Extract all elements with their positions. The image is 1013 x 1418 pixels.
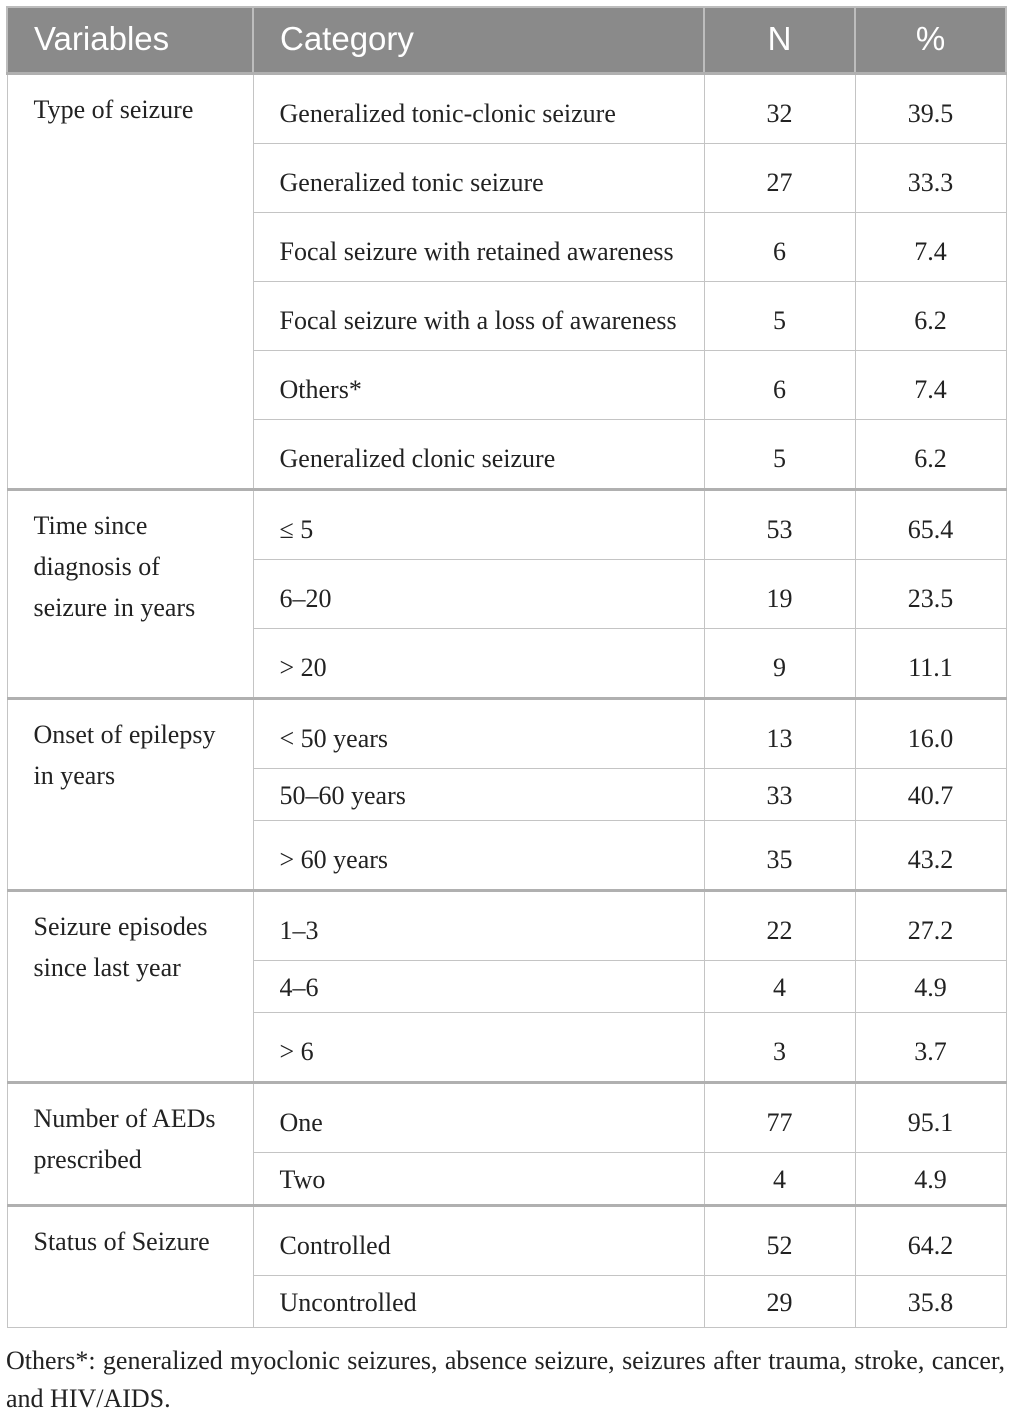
category-cell: Generalized tonic-clonic seizure (253, 74, 704, 144)
percent-cell: 6.2 (855, 282, 1006, 351)
n-cell: 9 (704, 629, 855, 699)
table-row (7, 74, 1006, 144)
percent-cell: 4.9 (855, 1153, 1006, 1206)
category-cell: Two (253, 1153, 704, 1206)
category-cell: Others* (253, 351, 704, 420)
n-cell: 27 (704, 144, 855, 213)
table-body (7, 74, 1006, 1328)
category-cell: > 6 (253, 1013, 704, 1083)
n-cell: 5 (704, 420, 855, 490)
table-row (7, 490, 1006, 560)
percent-cell: 65.4 (855, 490, 1006, 560)
category-cell: > 60 years (253, 821, 704, 891)
table-header-row (7, 7, 1006, 74)
n-cell: 22 (704, 891, 855, 961)
header-variables: Variables (7, 7, 253, 74)
percent-cell: 40.7 (855, 769, 1006, 821)
n-cell: 53 (704, 490, 855, 560)
n-cell: 5 (704, 282, 855, 351)
n-cell: 13 (704, 699, 855, 769)
category-cell: 6–20 (253, 560, 704, 629)
category-cell: Focal seizure with a loss of awareness (253, 282, 704, 351)
category-cell: Focal seizure with retained awareness (253, 213, 704, 282)
category-cell: Generalized tonic seizure (253, 144, 704, 213)
category-cell: 50–60 years (253, 769, 704, 821)
n-cell: 4 (704, 961, 855, 1013)
n-cell: 3 (704, 1013, 855, 1083)
percent-cell: 43.2 (855, 821, 1006, 891)
header-percent: % (855, 7, 1006, 74)
n-cell: 6 (704, 351, 855, 420)
category-cell: Controlled (253, 1206, 704, 1276)
percent-cell: 64.2 (855, 1206, 1006, 1276)
percent-cell: 3.7 (855, 1013, 1006, 1083)
n-cell: 6 (704, 213, 855, 282)
variable-cell: Time since diagnosis of seizure in years (7, 490, 253, 699)
percent-cell: 11.1 (855, 629, 1006, 699)
percent-cell: 7.4 (855, 351, 1006, 420)
table-row (7, 699, 1006, 769)
table-row (7, 891, 1006, 961)
n-cell: 35 (704, 821, 855, 891)
percent-cell: 39.5 (855, 74, 1006, 144)
table-footnote: Others*: generalized myoclonic seizures, absence seizure, seizures after trauma, stroke, cancer, and HIV/AIDS. (6, 1346, 1005, 1413)
n-cell: 52 (704, 1206, 855, 1276)
header-category: Category (253, 7, 704, 74)
percent-cell: 35.8 (855, 1276, 1006, 1328)
percent-cell: 4.9 (855, 961, 1006, 1013)
category-cell: 1–3 (253, 891, 704, 961)
n-cell: 32 (704, 74, 855, 144)
category-cell: 4–6 (253, 961, 704, 1013)
variable-cell: Number of AEDs prescribed (7, 1083, 253, 1206)
percent-cell: 27.2 (855, 891, 1006, 961)
seizure-characteristics-table (6, 6, 1007, 1328)
percent-cell: 7.4 (855, 213, 1006, 282)
category-cell: > 20 (253, 629, 704, 699)
percent-cell: 33.3 (855, 144, 1006, 213)
variable-cell: Status of Seizure (7, 1206, 253, 1328)
header-n: N (704, 7, 855, 74)
variable-cell: Type of seizure (7, 74, 253, 490)
category-cell: Uncontrolled (253, 1276, 704, 1328)
n-cell: 19 (704, 560, 855, 629)
table-row (7, 1083, 1006, 1153)
n-cell: 29 (704, 1276, 855, 1328)
table-row (7, 1206, 1006, 1276)
variable-cell: Onset of epilepsy in years (7, 699, 253, 891)
n-cell: 4 (704, 1153, 855, 1206)
category-cell: ≤ 5 (253, 490, 704, 560)
category-cell: Generalized clonic seizure (253, 420, 704, 490)
variable-cell: Seizure episodes since last year (7, 891, 253, 1083)
category-cell: One (253, 1083, 704, 1153)
n-cell: 33 (704, 769, 855, 821)
percent-cell: 95.1 (855, 1083, 1006, 1153)
percent-cell: 16.0 (855, 699, 1006, 769)
percent-cell: 6.2 (855, 420, 1006, 490)
category-cell: < 50 years (253, 699, 704, 769)
percent-cell: 23.5 (855, 560, 1006, 629)
n-cell: 77 (704, 1083, 855, 1153)
